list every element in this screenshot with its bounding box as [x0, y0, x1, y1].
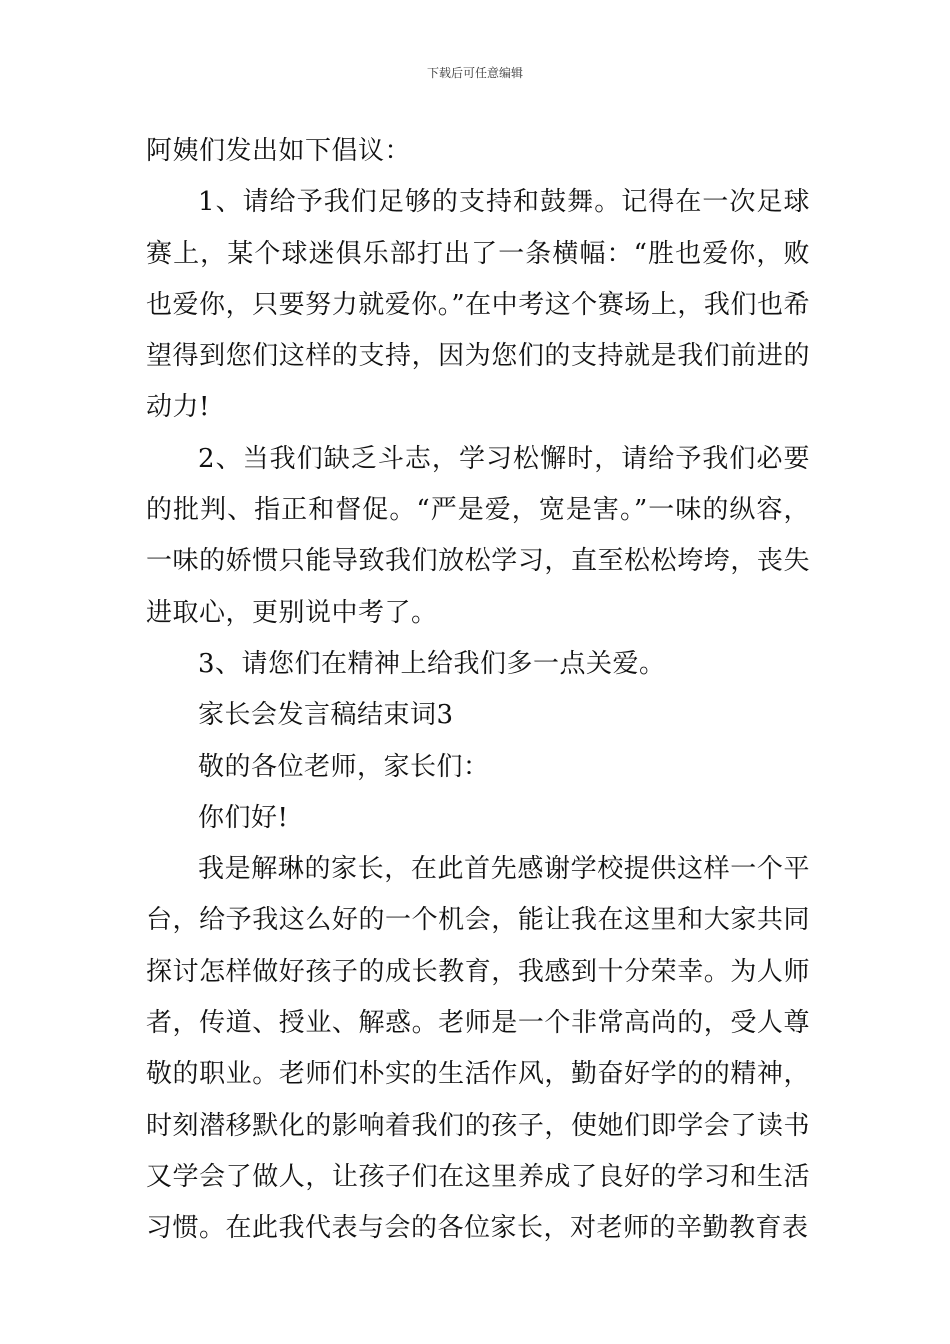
salutation: 敬的各位老师，家长们：	[198, 751, 490, 782]
paragraph-4: 3、请您们在精神上给我们多一点关爱。	[198, 648, 666, 679]
page-header: 下载后可任意编辑	[426, 66, 523, 80]
document-body	[146, 126, 810, 1255]
paragraph-8: 我是解琳的家长，在此首先感谢学校提供这样一个平台，给予我这么好的一个机会，能让我在这里和大家共同探讨怎样做好孩子的成长教育，我感到十分荣幸。为人师者，传道、授业、解惑。老师是一个非常高尚的，受人尊敬的职业。老师们朴实的生活作风，勤奋好学的的精神，时刻潜移默化的影响着我们的孩子，使她们即学会了读书又学会了做人，让孩子们在这里养成了良好的学习和生活习惯。在此我代表与会的各位家长，对老师的辛勤教育表	[146, 854, 810, 1244]
greeting: 你们好!	[198, 802, 289, 833]
paragraph-3: 2、当我们缺乏斗志，学习松懈时，请给予我们必要的批判、指正和督促。“严是爱，宽是害。”一味的纵容，一味的娇惯只能导致我们放松学习，直至松松垮垮，丧失进取心，更别说中考了。	[146, 443, 810, 628]
paragraph-2: 1、请给予我们足够的支持和鼓舞。记得在一次足球赛上，某个球迷俱乐部打出了一条横幅：“胜也爱你，败也爱你，只要努力就爱你。”在中考这个赛场上，我们也希望得到您们这样的支持，因为您们的支持就是我们前进的动力!	[146, 187, 810, 423]
paragraph-1: 阿姨们发出如下倡议：	[146, 136, 412, 166]
section-title: 家长会发言稿结束词3	[198, 700, 454, 731]
